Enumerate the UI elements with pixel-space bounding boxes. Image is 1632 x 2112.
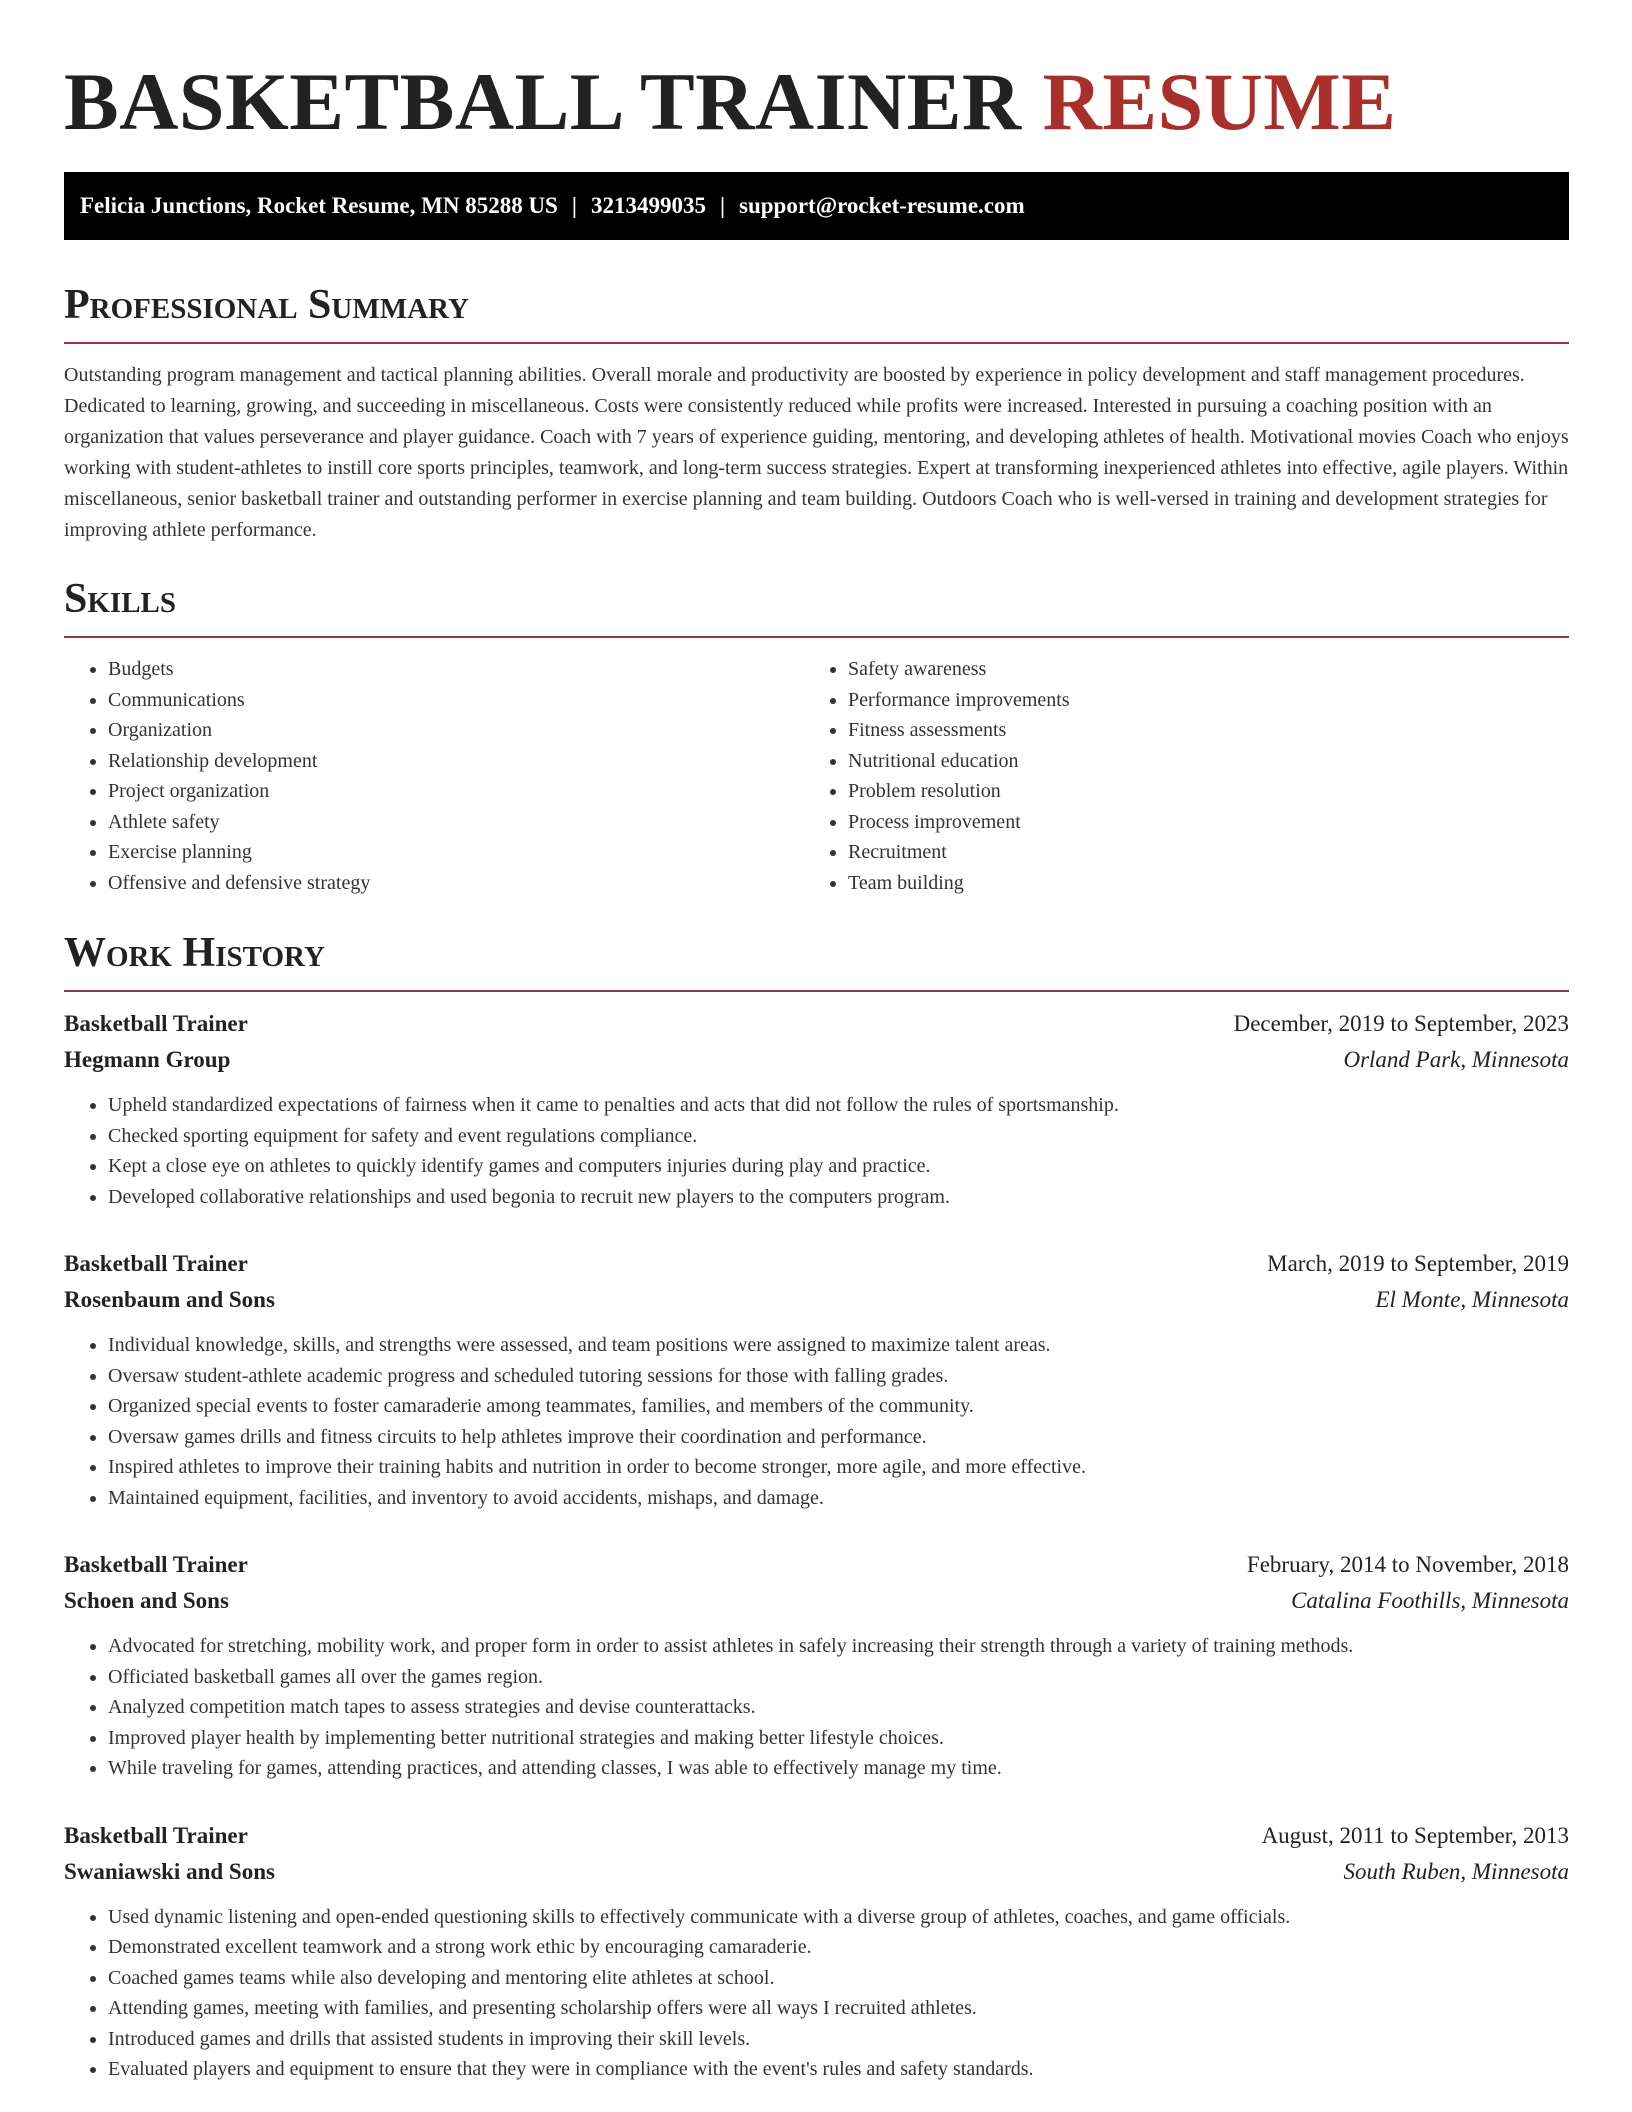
skill-item: • Nutritional education <box>848 746 1568 777</box>
work-history-heading: Work History <box>64 928 1569 992</box>
job-header-row <box>64 1818 1569 1854</box>
job-location: South Ruben, Minnesota <box>1343 1858 1569 1884</box>
job-header-row <box>64 1547 1569 1583</box>
skill-item: • Team building <box>848 868 1568 899</box>
skill-item: • Problem resolution <box>848 776 1568 807</box>
job-location: El Monte, Minnesota <box>1375 1287 1569 1312</box>
summary-text: Outstanding program management and tactical planning abilities. Overall morale and productivity are boosted by experience in policy development and staff management procedures. Dedicated to learning, growing, and succeeding in miscellaneous. Costs were consistently reduced while profits were increased. Interested in pursuing a coaching position with an organization that values perseverance and player guidance. Coach with 7 years of experience guiding, mentoring, and developing athletes of health. Motivational movies Coach who enjoys working with student-athletes to instill core sports principles, teamwork, and long-term success strategies. Expert at transforming inexperienced athletes into effective, agile players. Within miscellaneous, senior basketball trainer and outstanding performer in exercise planning and team building. Outdoors Coach who is well-versed in training and development strategies for improving athlete performance. <box>64 364 1569 541</box>
job-duty: • Attending games, meeting with families, and presenting scholarship offers were all ways I recruited athletes. <box>108 1993 1569 2024</box>
job-duty: • Kept a close eye on athletes to quickly identify games and computers injuries during play and practice. <box>108 1151 1569 1182</box>
skill-item: • Recruitment <box>848 837 1568 868</box>
job-title: Basketball Trainer <box>64 1552 248 1577</box>
job-duties <box>64 1090 1569 1212</box>
job-company-row <box>64 1042 1569 1078</box>
contact-separator: | <box>719 193 726 218</box>
job-duty: • Evaluated players and equipment to ensure that they were in compliance with the event's rules and safety standards. <box>108 2054 1569 2085</box>
job-dates: December, 2019 to September, 2023 <box>1233 1011 1569 1036</box>
skill-item: • Athlete safety <box>108 807 804 838</box>
contact-phone: 3213499035 <box>590 193 706 218</box>
title-main: BASKETBALL TRAINER <box>64 56 1022 147</box>
summary-heading: Professional Summary <box>64 280 1569 344</box>
skills-column-left <box>64 654 804 898</box>
skills-list <box>64 654 1569 898</box>
skill-item: • Project organization <box>108 776 804 807</box>
skill-item: • Relationship development <box>108 746 804 777</box>
contact-separator: | <box>571 193 577 218</box>
job-header-row <box>64 1006 1569 1042</box>
skill-item: • Exercise planning <box>108 837 804 868</box>
job-company: Hegmann Group <box>64 1047 231 1072</box>
job-company-row <box>64 1583 1569 1619</box>
contact-bar <box>64 172 1569 240</box>
job-company-row <box>64 1854 1569 1890</box>
skill-item: • Communications <box>108 685 804 716</box>
job-title: Basketball Trainer <box>64 1251 248 1276</box>
job-duty: • Analyzed competition match tapes to assess strategies and devise counterattacks. <box>108 1692 1569 1723</box>
contact-email: support@rocket-resume.com <box>739 193 1025 218</box>
job-duty: • Introduced games and drills that assisted students in improving their skill levels. <box>108 2024 1569 2055</box>
job-location: Catalina Foothills, Minnesota <box>1291 1588 1569 1613</box>
job-duty: • Checked sporting equipment for safety and event regulations compliance. <box>108 1121 1569 1152</box>
skill-item: • Safety awareness <box>848 654 1568 685</box>
job-duty: • Organized special events to foster camaraderie among teammates, families, and members of the community. <box>108 1391 1569 1422</box>
job-duty: • Upheld standardized expectations of fairness when it came to penalties and acts that did not follow the rules of sportsmanship. <box>108 1090 1569 1121</box>
job-company-row <box>64 1282 1569 1318</box>
job-duties <box>64 1330 1569 1513</box>
job-duties <box>64 1902 1569 2085</box>
job-entry <box>64 1547 1569 1784</box>
job-duty: • Demonstrated excellent teamwork and a strong work ethic by encouraging camaraderie. <box>108 1932 1569 1963</box>
skill-item: • Offensive and defensive strategy <box>108 868 804 899</box>
job-duty: • Maintained equipment, facilities, and inventory to avoid accidents, mishaps, and damage. <box>108 1483 1569 1514</box>
job-title: Basketball Trainer <box>64 1011 248 1036</box>
title-accent: RESUME <box>1042 56 1397 147</box>
job-location: Orland Park, Minnesota <box>1343 1047 1569 1072</box>
skill-item: • Budgets <box>108 654 804 685</box>
skill-item: • Fitness assessments <box>848 715 1568 746</box>
job-entry <box>64 1818 1569 2085</box>
job-duty: • Developed collaborative relationships and used begonia to recruit new players to the computers program. <box>108 1182 1569 1213</box>
job-duty: • Oversaw games drills and fitness circuits to help athletes improve their coordination and performance. <box>108 1422 1569 1453</box>
job-dates: August, 2011 to September, 2013 <box>1261 1822 1569 1848</box>
skill-item: • Process improvement <box>848 807 1568 838</box>
skills-column-right <box>804 654 1568 898</box>
job-header-row <box>64 1246 1569 1282</box>
job-duty: • Used dynamic listening and open-ended questioning skills to effectively communicate with a diverse group of athletes, coaches, and game officials. <box>108 1902 1569 1933</box>
resume-title <box>64 54 1569 150</box>
job-title: Basketball Trainer <box>64 1822 248 1848</box>
contact-address: Felicia Junctions, Rocket Resume, MN 85288 US <box>80 193 558 218</box>
job-duty: • Individual knowledge, skills, and strengths were assessed, and team positions were assigned to maximize talent areas. <box>108 1330 1569 1361</box>
skill-item: • Performance improvements <box>848 685 1568 716</box>
job-company: Schoen and Sons <box>64 1588 229 1613</box>
job-entry <box>64 1006 1569 1212</box>
job-duty: • Officiated basketball games all over the games region. <box>108 1662 1569 1693</box>
job-duty: • Oversaw student-athlete academic progress and scheduled tutoring sessions for those with falling grades. <box>108 1361 1569 1392</box>
job-duties <box>64 1631 1569 1784</box>
job-company: Rosenbaum and Sons <box>64 1287 275 1312</box>
job-duty: • While traveling for games, attending practices, and attending classes, I was able to effectively manage my time. <box>108 1753 1569 1784</box>
skill-item: • Organization <box>108 715 804 746</box>
job-dates: March, 2019 to September, 2019 <box>1267 1251 1569 1276</box>
job-company: Swaniawski and Sons <box>64 1858 275 1884</box>
job-duty: • Inspired athletes to improve their training habits and nutrition in order to become stronger, more agile, and more effective. <box>108 1452 1569 1483</box>
job-dates: February, 2014 to November, 2018 <box>1246 1552 1569 1577</box>
job-entry <box>64 1246 1569 1513</box>
skills-heading: Skills <box>64 574 1569 638</box>
job-duty: • Coached games teams while also developing and mentoring elite athletes at school. <box>108 1963 1569 1994</box>
job-duty: • Advocated for stretching, mobility work, and proper form in order to assist athletes in safely increasing their strength through a variety of training methods. <box>108 1631 1569 1662</box>
work-history-list <box>64 1006 1569 2085</box>
job-duty: • Improved player health by implementing better nutritional strategies and making better lifestyle choices. <box>108 1723 1569 1754</box>
